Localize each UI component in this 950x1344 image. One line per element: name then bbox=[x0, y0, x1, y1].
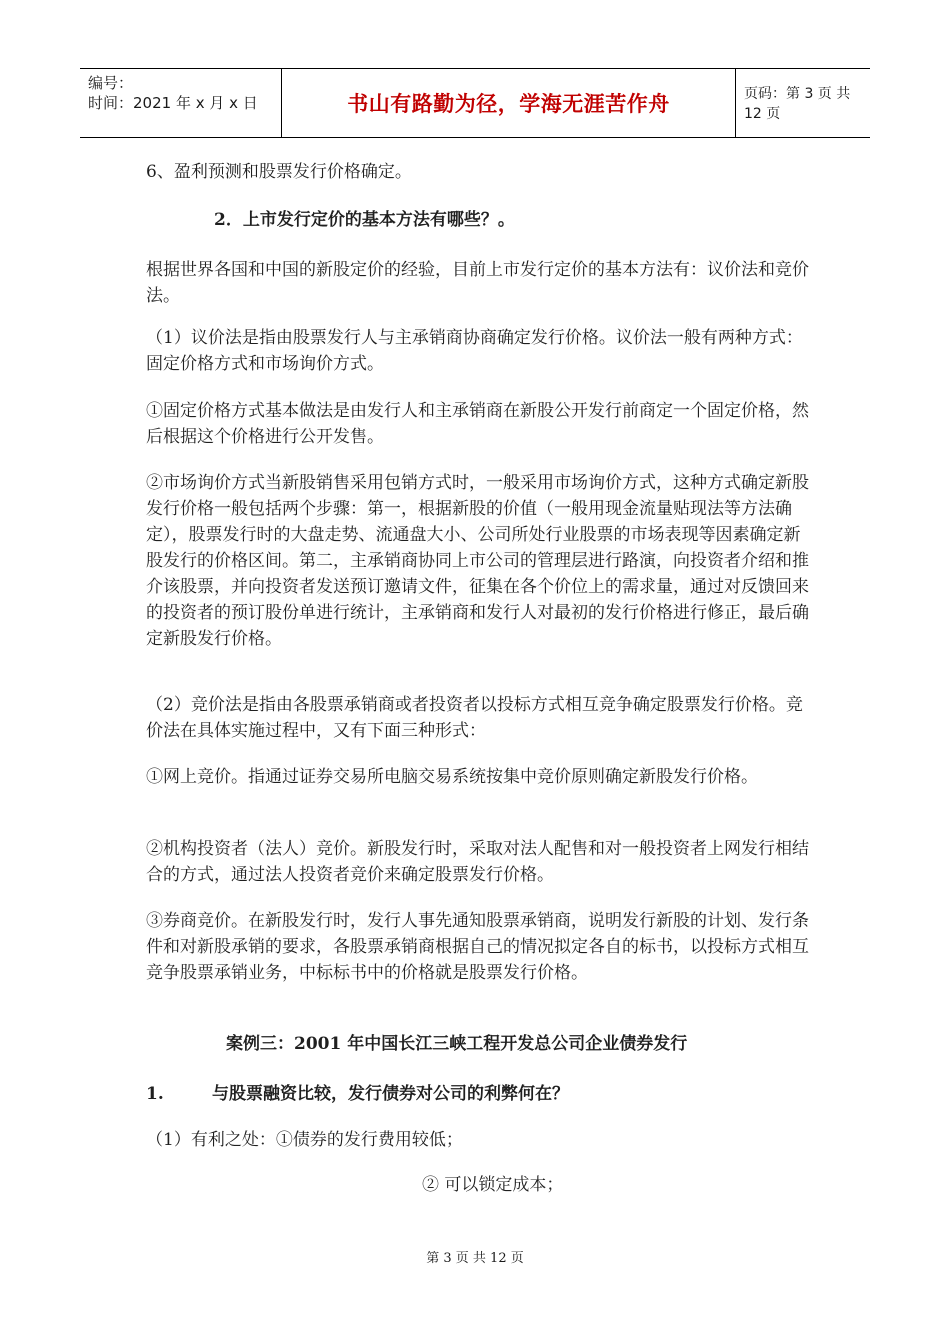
paragraph-negotiation-method: （1）议价法是指由股票发行人与主承销商协商确定发行价格。议价法一般有两种方式：固定价格方式和市场询价方式。 bbox=[146, 328, 803, 374]
page-footer: 第 3 页 共 12 页 bbox=[426, 1251, 524, 1266]
date-line: 时间：2021 年 x 月 x 日 bbox=[88, 94, 258, 112]
header-page-info: 页码：第 3 页 共 12 页 bbox=[744, 86, 851, 122]
question-1-number: 1. bbox=[146, 1084, 164, 1104]
question-1-heading: 与股票融资比较，发行债券对公司的利弊何在？ bbox=[212, 1084, 569, 1104]
paragraph-market-inquiry: ②市场询价方式当新股销售采用包销方式时，一般采用市场询价方式，这种方式确定新股发行价格一般包括两个步骤：第一，根据新股的价值（一般用现金流量贴现法等方法确定），股票发行时的大盘走势、流通盘大小、公司所处行业股票的市场表现等因素确定新股发行的价格区间。第二，主承销商协同上市公司的管理层进行路演，向投资者介绍和推介该股票，并向投资者发送预订邀请文件，征集在各个价位上的需求量，通过对反馈回来的投资者的预订股份单进行统计，主承销商和发行人对最初的发行价格进行修正，最后确定新股发行价格。 bbox=[146, 473, 809, 649]
advantage-2: ② 可以锁定成本； bbox=[422, 1175, 564, 1195]
paragraph-intro: 根据世界各国和中国的新股定价的经验，目前上市发行定价的基本方法有：议价法和竞价法。 bbox=[146, 260, 809, 306]
header-motto: 书山有路勤为径，学海无涯苦作舟 bbox=[347, 92, 670, 116]
header-table bbox=[80, 68, 870, 138]
header-info bbox=[88, 73, 278, 113]
paragraph-bidding-method: （2）竞价法是指由各股票承销商或者投资者以投标方式相互竞争确定股票发行价格。竞价法在具体实施过程中，又有下面三种形式： bbox=[146, 695, 803, 741]
paragraph-institutional-bidding: ②机构投资者（法人）竞价。新股发行时，采取对法人配售和对一般投资者上网发行相结合的方式，通过法人投资者竞价来确定股票发行价格。 bbox=[146, 839, 809, 885]
case-3-heading: 案例三：2001 年中国长江三峡工程开发总公司企业债券发行 bbox=[226, 1034, 688, 1054]
advantage-1: （1）有利之处：①债券的发行费用较低； bbox=[146, 1130, 463, 1150]
paragraph-fixed-price: ①固定价格方式基本做法是由发行人和主承销商在新股公开发行前商定一个固定价格，然后根据这个价格进行公开发售。 bbox=[146, 401, 809, 447]
paragraph-broker-bidding: ③券商竞价。在新股发行时，发行人事先通知股票承销商，说明发行新股的计划、发行条件和对新股承销的要求，各股票承销商根据自己的情况拟定各自的标书，以投标方式相互竞争股票承销业务，中标标书中的价格就是股票发行价格。 bbox=[146, 911, 809, 983]
code-label: 编号： bbox=[88, 74, 134, 92]
header-divider bbox=[735, 69, 736, 137]
paragraph-online-bidding: ①网上竞价。指通过证券交易所电脑交易系统按集中竞价原则确定新股发行价格。 bbox=[146, 767, 758, 787]
item-6: 6、盈利预测和股票发行价格确定。 bbox=[146, 162, 412, 182]
question-2-heading: 2．上市发行定价的基本方法有哪些？。 bbox=[214, 210, 515, 230]
